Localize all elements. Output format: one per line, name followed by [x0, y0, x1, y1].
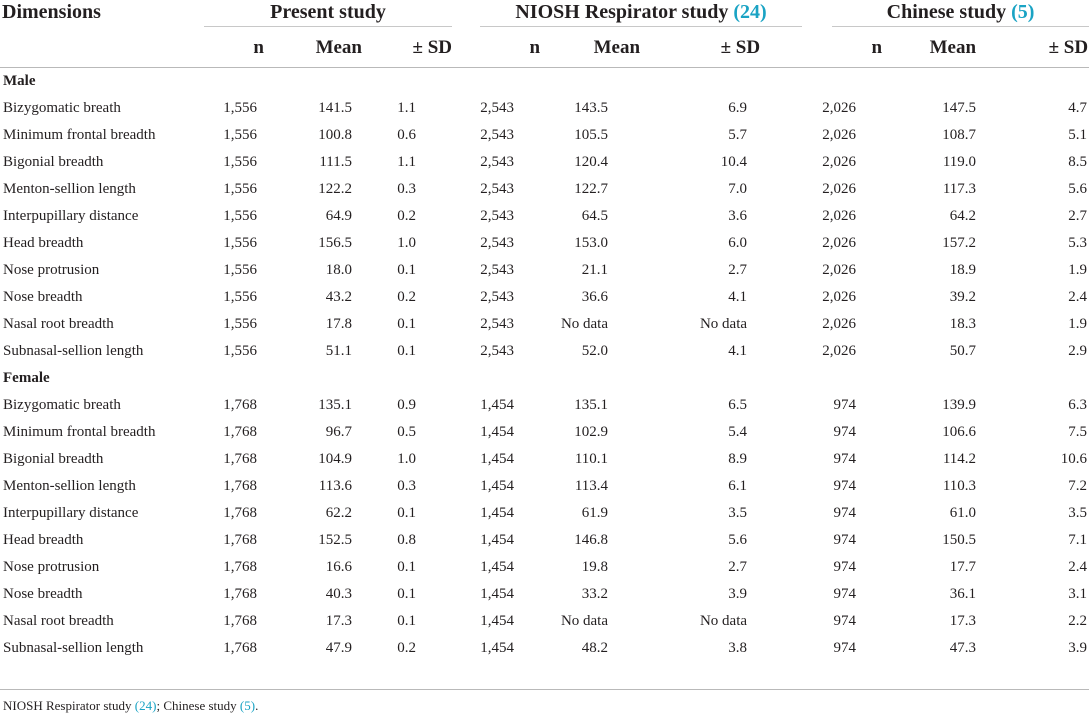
table-cell: 2.7 [728, 559, 748, 575]
table-cell: 0.1 [397, 505, 417, 521]
table-cell: 2.9 [1068, 343, 1088, 359]
dimension-name: Interpupillary distance [3, 208, 139, 224]
table-cell: 1,454 [480, 613, 515, 629]
table-cell: 1,454 [480, 559, 515, 575]
chinese-mean-header: Mean [888, 28, 988, 68]
table-cell: 111.5 [319, 154, 352, 170]
table-row [0, 446, 1089, 473]
table-cell: 16.6 [325, 559, 352, 575]
table-cell: 5.6 [728, 532, 748, 548]
table-cell: 1,556 [223, 100, 257, 116]
footnote-niosh-ref[interactable]: (24) [134, 698, 157, 713]
section-row [0, 68, 1089, 96]
table-cell: 1,768 [223, 559, 257, 575]
table-cell: 1,556 [223, 181, 257, 197]
table-row [0, 635, 1089, 662]
footer-rule [0, 689, 1089, 690]
table-cell: 1,556 [223, 289, 257, 305]
dimension-name: Head breadth [3, 235, 84, 251]
table-cell: 1,768 [223, 424, 257, 440]
table-cell: 2,543 [480, 316, 515, 332]
table-cell: 2,026 [822, 316, 857, 332]
table-cell: 0.3 [397, 478, 417, 494]
table-cell: 36.1 [949, 586, 977, 602]
table-cell: 0.2 [397, 208, 417, 224]
table-cell: 18.9 [949, 262, 977, 278]
niosh-sd-header: ± SD [646, 28, 806, 68]
table-cell: 4.1 [728, 343, 748, 359]
table-cell: 5.4 [728, 424, 748, 440]
table-cell: 113.4 [574, 478, 609, 494]
table-cell: 1,454 [480, 640, 515, 656]
dimension-name: Bizygomatic breath [3, 100, 121, 116]
present-study-title: Present study [204, 1, 452, 27]
table-cell: 2,026 [822, 262, 857, 278]
table-cell: 106.6 [942, 424, 977, 440]
niosh-mean-header: Mean [546, 28, 646, 68]
table-cell: 2.7 [728, 262, 748, 278]
table-row [0, 581, 1089, 608]
blank-subheader [0, 28, 200, 68]
present-n-header: n [200, 28, 264, 68]
section-label: Female [3, 370, 50, 386]
table-cell: 1,768 [223, 586, 257, 602]
dimension-name: Interpupillary distance [3, 505, 139, 521]
table-cell: 1,556 [223, 316, 257, 332]
chinese-study-header [806, 0, 1089, 28]
dimension-name: Nasal root breadth [3, 316, 114, 332]
chinese-ref-link[interactable]: (5) [1011, 1, 1035, 23]
present-mean-header: Mean [264, 28, 364, 68]
dimension-name: Nose breadth [3, 586, 83, 602]
table-cell: 1.9 [1068, 262, 1088, 278]
table-row [0, 338, 1089, 365]
table-cell: 2,026 [822, 289, 857, 305]
table-cell: 62.2 [325, 505, 352, 521]
table-cell: 1.1 [397, 100, 417, 116]
table-cell: 2,026 [822, 208, 857, 224]
table-row [0, 392, 1089, 419]
table-cell: 1,768 [223, 397, 257, 413]
table-cell: 61.0 [949, 505, 977, 521]
table-cell: 117.3 [942, 181, 977, 197]
dimension-name: Head breadth [3, 532, 84, 548]
table-row [0, 230, 1089, 257]
table-body [0, 68, 1089, 663]
table-cell: 2,026 [822, 235, 857, 251]
dimension-name: Menton-sellion length [3, 478, 136, 494]
table-row [0, 554, 1089, 581]
table-cell: 8.9 [728, 451, 748, 467]
table-cell: 3.9 [728, 586, 748, 602]
table-cell: 157.2 [942, 235, 977, 251]
table-cell: 0.1 [397, 262, 417, 278]
table-cell: 18.3 [949, 316, 977, 332]
table-cell: 5.1 [1068, 127, 1088, 143]
table-cell: 135.1 [318, 397, 352, 413]
table-cell: 108.7 [942, 127, 977, 143]
table-cell: 3.8 [728, 640, 748, 656]
table-cell: 6.0 [728, 235, 748, 251]
table-row [0, 257, 1089, 284]
table-cell: 974 [833, 397, 857, 413]
table-cell: 21.1 [581, 262, 609, 278]
table-cell: 1,768 [223, 478, 257, 494]
table-cell: 2,026 [822, 100, 857, 116]
niosh-study-title: NIOSH Respirator study (24) [480, 1, 802, 27]
table-cell: 1,454 [480, 586, 515, 602]
table-cell: 141.5 [318, 100, 352, 116]
table-row [0, 311, 1089, 338]
table-cell: 0.2 [397, 289, 417, 305]
table-cell: 52.0 [581, 343, 609, 359]
dimension-name: Nose protrusion [3, 262, 100, 278]
table-cell: 119.0 [942, 154, 977, 170]
table-cell: 974 [833, 424, 857, 440]
table-cell: 139.9 [942, 397, 977, 413]
table-cell: 0.6 [397, 127, 417, 143]
table-cell: 1,454 [480, 451, 515, 467]
table-cell: 2,543 [480, 289, 515, 305]
table-cell: 17.8 [325, 316, 352, 332]
table-cell: 114.2 [942, 451, 977, 467]
table-cell: 0.1 [397, 559, 417, 575]
table-cell: 120.4 [574, 154, 609, 170]
table-cell: 17.7 [949, 559, 977, 575]
table-cell: 17.3 [949, 613, 977, 629]
table-cell: 2,543 [480, 208, 515, 224]
chinese-sd-header: ± SD [988, 28, 1089, 68]
table-cell: 47.9 [325, 640, 352, 656]
table-cell: 5.7 [728, 127, 748, 143]
table-cell: No data [699, 613, 748, 629]
table-cell: 2,543 [480, 100, 515, 116]
table-cell: 2,543 [480, 154, 515, 170]
table-cell: 974 [833, 586, 857, 602]
table-cell: 153.0 [574, 235, 609, 251]
table-cell: 33.2 [581, 586, 609, 602]
dimension-name: Subnasal-sellion length [3, 640, 144, 656]
table-cell: 113.6 [318, 478, 352, 494]
table-cell: 7.0 [728, 181, 748, 197]
table-cell: 0.1 [397, 586, 417, 602]
table-cell: 135.1 [574, 397, 609, 413]
table-cell: 1,454 [480, 532, 515, 548]
table-cell: 1,556 [223, 343, 257, 359]
table-cell: 0.1 [397, 316, 417, 332]
table-cell: 974 [833, 613, 857, 629]
table-cell: 6.1 [728, 478, 748, 494]
dimension-name: Bigonial breadth [3, 154, 104, 170]
table-cell: 64.5 [581, 208, 609, 224]
table-cell: 2,543 [480, 181, 515, 197]
table-cell: 1,454 [480, 478, 515, 494]
table-cell: 1,556 [223, 235, 257, 251]
table-cell: 3.9 [1068, 640, 1088, 656]
dimension-name: Minimum frontal breadth [3, 424, 156, 440]
table-cell: 1.0 [397, 451, 417, 467]
table-cell: 61.9 [581, 505, 609, 521]
table-cell: 1,768 [223, 451, 257, 467]
table-cell: 1,454 [480, 424, 515, 440]
table-cell: 6.9 [728, 100, 748, 116]
table-cell: 147.5 [942, 100, 977, 116]
table-cell: 6.5 [728, 397, 748, 413]
table-cell: 0.1 [397, 343, 417, 359]
table-cell: 3.1 [1068, 586, 1088, 602]
niosh-study-header [454, 0, 806, 28]
table-row [0, 284, 1089, 311]
table-cell: 100.8 [318, 127, 352, 143]
table-cell: 4.1 [728, 289, 748, 305]
table-cell: 48.2 [581, 640, 609, 656]
table-cell: 64.9 [325, 208, 352, 224]
table-cell: 5.6 [1068, 181, 1088, 197]
table-row [0, 473, 1089, 500]
dimension-name: Minimum frontal breadth [3, 127, 156, 143]
table-cell: 39.2 [949, 289, 977, 305]
niosh-n-header: n [454, 28, 546, 68]
table-cell: 6.3 [1068, 397, 1088, 413]
chinese-study-title: Chinese study (5) [832, 1, 1089, 27]
table-cell: 0.8 [397, 532, 417, 548]
chinese-n-header: n [806, 28, 888, 68]
table-cell: 2,543 [480, 262, 515, 278]
table-cell: 19.8 [581, 559, 609, 575]
table-cell: 110.1 [574, 451, 609, 467]
table-cell: 974 [833, 559, 857, 575]
table-row [0, 122, 1089, 149]
table-cell: 64.2 [949, 208, 977, 224]
table-row [0, 176, 1089, 203]
table-cell: 0.2 [397, 640, 417, 656]
table-cell: 3.6 [728, 208, 748, 224]
table-cell: 1.0 [397, 235, 417, 251]
table-cell: No data [560, 613, 609, 629]
table-row [0, 419, 1089, 446]
table-cell: 1,556 [223, 154, 257, 170]
table-cell: 7.2 [1068, 478, 1088, 494]
dimension-name: Bigonial breadth [3, 451, 104, 467]
table-cell: 974 [833, 451, 857, 467]
table-row [0, 500, 1089, 527]
dimension-name: Subnasal-sellion length [3, 343, 144, 359]
present-study-header [200, 0, 454, 28]
table-cell: No data [560, 316, 609, 332]
table-cell: 50.7 [949, 343, 977, 359]
table-cell: 2,026 [822, 343, 857, 359]
table-cell: 152.5 [318, 532, 352, 548]
table-cell: 974 [833, 640, 857, 656]
table-cell: 3.5 [728, 505, 748, 521]
table-cell: 36.6 [581, 289, 609, 305]
table-cell: 10.6 [1060, 451, 1088, 467]
table-cell: 1,768 [223, 532, 257, 548]
table-cell: 974 [833, 532, 857, 548]
table-cell: 1.9 [1068, 316, 1088, 332]
table-cell: 8.5 [1068, 154, 1088, 170]
table-cell: 18.0 [325, 262, 352, 278]
footnote-chinese-ref[interactable]: (5) [239, 698, 256, 713]
table-cell: 2.2 [1068, 613, 1088, 629]
table-cell: 2.7 [1068, 208, 1088, 224]
table-cell: 7.1 [1068, 532, 1088, 548]
table-cell: 96.7 [325, 424, 352, 440]
dimension-name: Nose protrusion [3, 559, 100, 575]
table-cell: 0.1 [397, 613, 417, 629]
table-cell: 2.4 [1068, 559, 1088, 575]
present-sd-header: ± SD [364, 28, 454, 68]
table-cell: 1,454 [480, 397, 515, 413]
table-cell: 1,768 [223, 640, 257, 656]
table-cell: 2,543 [480, 127, 515, 143]
dimension-name: Menton-sellion length [3, 181, 136, 197]
table-cell: 1,556 [223, 208, 257, 224]
table-row [0, 608, 1089, 635]
dimension-name: Nasal root breadth [3, 613, 114, 629]
table-cell: 156.5 [318, 235, 352, 251]
niosh-ref-link[interactable]: (24) [733, 1, 767, 23]
table-cell: 1,556 [223, 262, 257, 278]
dimensions-header: Dimensions [2, 1, 101, 23]
table-cell: 2,026 [822, 181, 857, 197]
table-cell: 122.2 [318, 181, 352, 197]
table-row [0, 527, 1089, 554]
table-cell: 150.5 [942, 532, 977, 548]
table-row [0, 95, 1089, 122]
table-cell: 102.9 [574, 424, 609, 440]
table-cell: No data [699, 316, 748, 332]
table-cell: 17.3 [325, 613, 352, 629]
section-row [0, 365, 1089, 392]
table-cell: 10.4 [720, 154, 748, 170]
table-cell: 122.7 [574, 181, 609, 197]
table-cell: 1,768 [223, 613, 257, 629]
table-cell: 2.4 [1068, 289, 1088, 305]
table-cell: 974 [833, 478, 857, 494]
table-row [0, 203, 1089, 230]
table-cell: 110.3 [942, 478, 977, 494]
footnote: NIOSH Respirator study (24); Chinese study (5). [3, 698, 259, 713]
table-cell: 0.9 [397, 397, 417, 413]
table-cell: 4.7 [1068, 100, 1088, 116]
dimension-name: Bizygomatic breath [3, 397, 121, 413]
table-cell: 3.5 [1068, 505, 1088, 521]
table-cell: 43.2 [325, 289, 352, 305]
table-cell: 0.5 [397, 424, 417, 440]
table-cell: 1,768 [223, 505, 257, 521]
table-cell: 104.9 [318, 451, 352, 467]
section-label: Male [3, 73, 36, 89]
table-cell: 1.1 [397, 154, 417, 170]
table-cell: 5.3 [1068, 235, 1088, 251]
dimension-name: Nose breadth [3, 289, 83, 305]
table-cell: 40.3 [325, 586, 352, 602]
table-cell: 47.3 [949, 640, 977, 656]
table-cell: 974 [833, 505, 857, 521]
table-cell: 1,454 [480, 505, 515, 521]
table-cell: 7.5 [1068, 424, 1088, 440]
table-cell: 0.3 [397, 181, 417, 197]
table-row [0, 149, 1089, 176]
table-cell: 2,026 [822, 154, 857, 170]
table-cell: 2,543 [480, 235, 515, 251]
table-cell: 143.5 [574, 100, 609, 116]
table-cell: 51.1 [325, 343, 352, 359]
table-cell: 2,026 [822, 127, 857, 143]
table-cell: 146.8 [574, 532, 609, 548]
table-cell: 105.5 [574, 127, 609, 143]
table-cell: 2,543 [480, 343, 515, 359]
table-cell: 1,556 [223, 127, 257, 143]
